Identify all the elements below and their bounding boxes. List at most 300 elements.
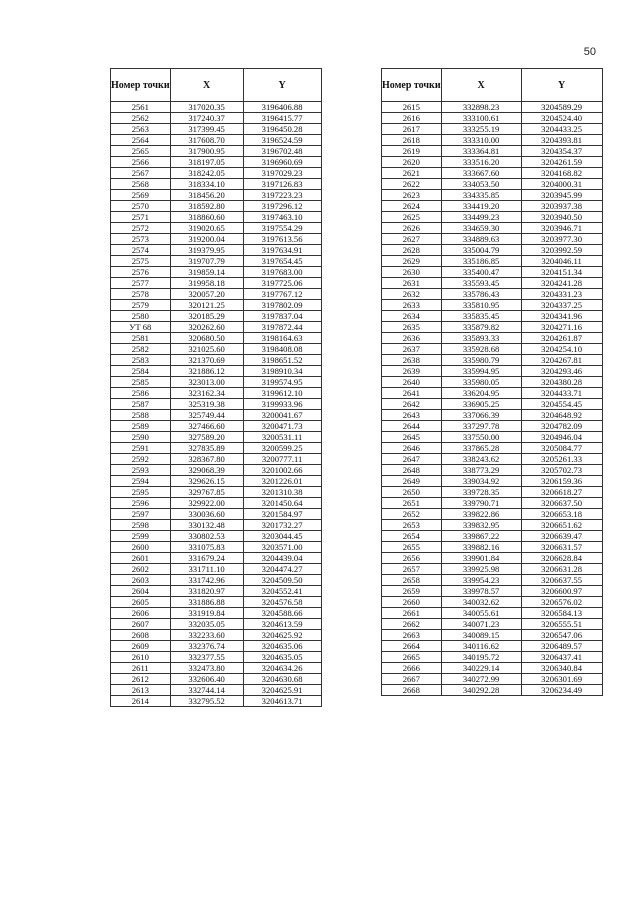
table-row	[111, 553, 322, 564]
table-row	[382, 652, 603, 663]
table-row	[382, 322, 603, 333]
cell-y: 3201450.64	[243, 498, 321, 509]
table-row	[382, 190, 603, 201]
cell-x: 340292.28	[441, 685, 521, 696]
cell-y: 3197296.12	[243, 201, 321, 212]
cell-x: 317900.95	[170, 146, 243, 157]
cell-x: 340071.23	[441, 619, 521, 630]
table-row	[111, 113, 322, 124]
cell-x: 331742.96	[170, 575, 243, 586]
cell-x: 335835.45	[441, 311, 521, 322]
table-row	[382, 124, 603, 135]
cell-point-number: 2619	[382, 146, 442, 157]
cell-y: 3204261.87	[521, 333, 602, 344]
cell-y: 3204331.23	[521, 289, 602, 300]
cell-point-number: 2604	[111, 586, 171, 597]
cell-point-number: 2661	[382, 608, 442, 619]
cell-y: 3206600.97	[521, 586, 602, 597]
cell-y: 3206584.13	[521, 608, 602, 619]
cell-point-number: 2635	[382, 322, 442, 333]
cell-y: 3203992.59	[521, 245, 602, 256]
table-row	[382, 278, 603, 289]
cell-x: 332744.14	[170, 685, 243, 696]
cell-point-number: 2615	[382, 102, 442, 113]
cell-x: 318592.80	[170, 201, 243, 212]
cell-point-number: 2597	[111, 509, 171, 520]
cell-y: 3204261.59	[521, 157, 602, 168]
cell-y: 3204524.40	[521, 113, 602, 124]
cell-point-number: 2565	[111, 146, 171, 157]
cell-y: 3198910.34	[243, 366, 321, 377]
cell-point-number: 2606	[111, 608, 171, 619]
cell-y: 3197802.09	[243, 300, 321, 311]
table-row	[382, 476, 603, 487]
cell-point-number: 2612	[111, 674, 171, 685]
table-row	[382, 267, 603, 278]
cell-point-number: 2616	[382, 113, 442, 124]
cell-x: 331075.83	[170, 542, 243, 553]
table-row	[111, 630, 322, 641]
cell-x: 333100.61	[441, 113, 521, 124]
cell-x: 323013.00	[170, 377, 243, 388]
table-row	[382, 113, 603, 124]
cell-x: 335980.79	[441, 355, 521, 366]
cell-y: 3204293.46	[521, 366, 602, 377]
cell-x: 332376.74	[170, 641, 243, 652]
header-y: Y	[521, 69, 602, 102]
cell-x: 339034.92	[441, 476, 521, 487]
cell-point-number: УТ 68	[111, 322, 171, 333]
table-row	[111, 454, 322, 465]
cell-point-number: 2582	[111, 344, 171, 355]
table-row	[382, 619, 603, 630]
cell-x: 335928.68	[441, 344, 521, 355]
table-row	[111, 223, 322, 234]
table-row	[111, 212, 322, 223]
cell-x: 339867.22	[441, 531, 521, 542]
table-row	[111, 476, 322, 487]
cell-y: 3204474.27	[243, 564, 321, 575]
cell-point-number: 2598	[111, 520, 171, 531]
cell-point-number: 2610	[111, 652, 171, 663]
cell-y: 3204393.81	[521, 135, 602, 146]
cell-x: 335786.43	[441, 289, 521, 300]
cell-point-number: 2581	[111, 333, 171, 344]
table-row	[382, 234, 603, 245]
cell-point-number: 2592	[111, 454, 171, 465]
table-row	[382, 388, 603, 399]
cell-x: 334499.23	[441, 212, 521, 223]
cell-x: 337865.28	[441, 443, 521, 454]
cell-y: 3197029.23	[243, 168, 321, 179]
cell-y: 3197223.23	[243, 190, 321, 201]
cell-x: 334419.20	[441, 201, 521, 212]
cell-x: 329626.15	[170, 476, 243, 487]
cell-point-number: 2655	[382, 542, 442, 553]
table-row	[382, 333, 603, 344]
cell-point-number: 2641	[382, 388, 442, 399]
cell-y: 3204613.59	[243, 619, 321, 630]
table-row	[111, 498, 322, 509]
cell-point-number: 2573	[111, 234, 171, 245]
table-row	[382, 135, 603, 146]
cell-x: 331820.97	[170, 586, 243, 597]
cell-point-number: 2613	[111, 685, 171, 696]
table-row	[111, 487, 322, 498]
cell-y: 3196524.59	[243, 135, 321, 146]
cell-point-number: 2630	[382, 267, 442, 278]
cell-x: 330132.48	[170, 520, 243, 531]
cell-y: 3203571.00	[243, 542, 321, 553]
table-row	[382, 586, 603, 597]
table-row	[382, 311, 603, 322]
coordinates-table-left	[110, 68, 322, 707]
cell-x: 320185.29	[170, 311, 243, 322]
cell-y: 3201310.38	[243, 487, 321, 498]
cell-x: 332377.55	[170, 652, 243, 663]
table-row	[382, 575, 603, 586]
cell-y: 3206234.49	[521, 685, 602, 696]
cell-y: 3196702.48	[243, 146, 321, 157]
cell-x: 339882.16	[441, 542, 521, 553]
cell-y: 3200777.11	[243, 454, 321, 465]
table-row	[111, 399, 322, 410]
cell-point-number: 2665	[382, 652, 442, 663]
cell-y: 3204635.06	[243, 641, 321, 652]
table-row	[111, 300, 322, 311]
cell-point-number: 2580	[111, 311, 171, 322]
cell-point-number: 2609	[111, 641, 171, 652]
table-row	[382, 498, 603, 509]
table-row	[111, 509, 322, 520]
cell-y: 3204625.91	[243, 685, 321, 696]
cell-x: 335004.79	[441, 245, 521, 256]
cell-x: 333516.20	[441, 157, 521, 168]
table-row	[111, 520, 322, 531]
cell-point-number: 2562	[111, 113, 171, 124]
cell-x: 338243.62	[441, 454, 521, 465]
cell-y: 3204576.58	[243, 597, 321, 608]
cell-x: 335994.95	[441, 366, 521, 377]
cell-y: 3206618.27	[521, 487, 602, 498]
table-row	[382, 465, 603, 476]
cell-x: 335879.82	[441, 322, 521, 333]
cell-y: 3206651.62	[521, 520, 602, 531]
cell-x: 329922.00	[170, 498, 243, 509]
table-row	[382, 674, 603, 685]
cell-point-number: 2620	[382, 157, 442, 168]
cell-x: 331679.24	[170, 553, 243, 564]
cell-y: 3206437.41	[521, 652, 602, 663]
table-row	[111, 377, 322, 388]
cell-y: 3204782.09	[521, 421, 602, 432]
table-row	[382, 597, 603, 608]
cell-y: 3197872.44	[243, 322, 321, 333]
cell-x: 339901.84	[441, 553, 521, 564]
cell-x: 320057.20	[170, 289, 243, 300]
cell-x: 334659.30	[441, 223, 521, 234]
cell-point-number: 2632	[382, 289, 442, 300]
cell-x: 335980.05	[441, 377, 521, 388]
table-row	[111, 234, 322, 245]
cell-x: 340272.99	[441, 674, 521, 685]
cell-x: 333667.60	[441, 168, 521, 179]
cell-x: 331711.10	[170, 564, 243, 575]
cell-y: 3206653.18	[521, 509, 602, 520]
cell-x: 319859.14	[170, 267, 243, 278]
cell-x: 340089.15	[441, 630, 521, 641]
cell-point-number: 2626	[382, 223, 442, 234]
cell-y: 3200531.11	[243, 432, 321, 443]
cell-y: 3197126.83	[243, 179, 321, 190]
cell-point-number: 2660	[382, 597, 442, 608]
table-row	[382, 487, 603, 498]
page-number: 50	[583, 46, 596, 58]
table-row	[111, 542, 322, 553]
cell-y: 3198408.08	[243, 344, 321, 355]
cell-y: 3204554.45	[521, 399, 602, 410]
cell-point-number: 2659	[382, 586, 442, 597]
table-row	[111, 278, 322, 289]
cell-x: 327589.20	[170, 432, 243, 443]
table-row	[111, 696, 322, 707]
table-row	[111, 190, 322, 201]
table-row	[382, 685, 603, 696]
cell-y: 3204433.25	[521, 124, 602, 135]
cell-y: 3206555.51	[521, 619, 602, 630]
table-row	[382, 564, 603, 575]
cell-x: 333364.81	[441, 146, 521, 157]
table-row	[111, 432, 322, 443]
cell-point-number: 2638	[382, 355, 442, 366]
cell-point-number: 2567	[111, 168, 171, 179]
cell-y: 3206628.84	[521, 553, 602, 564]
cell-point-number: 2611	[111, 663, 171, 674]
cell-x: 334889.63	[441, 234, 521, 245]
cell-y: 3204552.41	[243, 586, 321, 597]
cell-y: 3200599.25	[243, 443, 321, 454]
cell-x: 319020.65	[170, 223, 243, 234]
cell-y: 3206489.57	[521, 641, 602, 652]
cell-point-number: 2656	[382, 553, 442, 564]
cell-point-number: 2622	[382, 179, 442, 190]
table-row	[111, 619, 322, 630]
table-row	[111, 135, 322, 146]
cell-x: 335593.45	[441, 278, 521, 289]
cell-x: 325319.38	[170, 399, 243, 410]
table-row	[382, 300, 603, 311]
cell-point-number: 2564	[111, 135, 171, 146]
table-row	[382, 289, 603, 300]
cell-y: 3196415.77	[243, 113, 321, 124]
cell-y: 3206547.06	[521, 630, 602, 641]
cell-x: 319200.04	[170, 234, 243, 245]
cell-x: 335400.47	[441, 267, 521, 278]
cell-point-number: 2566	[111, 157, 171, 168]
table-row	[382, 256, 603, 267]
cell-x: 330036.60	[170, 509, 243, 520]
cell-y: 3204046.11	[521, 256, 602, 267]
cell-y: 3206631.28	[521, 564, 602, 575]
table-row	[111, 443, 322, 454]
cell-x: 331886.88	[170, 597, 243, 608]
cell-x: 323162.34	[170, 388, 243, 399]
cell-point-number: 2607	[111, 619, 171, 630]
table-row	[111, 685, 322, 696]
cell-x: 333255.19	[441, 124, 521, 135]
cell-x: 317020.35	[170, 102, 243, 113]
cell-x: 332233.60	[170, 630, 243, 641]
cell-x: 332035.05	[170, 619, 243, 630]
table-body-right	[382, 102, 603, 696]
cell-point-number: 2608	[111, 630, 171, 641]
cell-y: 3204635.05	[243, 652, 321, 663]
cell-point-number: 2576	[111, 267, 171, 278]
header-point-number: Номер точки	[111, 69, 171, 102]
cell-y: 3206301.69	[521, 674, 602, 685]
cell-x: 334335.85	[441, 190, 521, 201]
cell-x: 321370.69	[170, 355, 243, 366]
table-row	[111, 168, 322, 179]
cell-y: 3204341.96	[521, 311, 602, 322]
cell-y: 3204168.82	[521, 168, 602, 179]
cell-point-number: 2639	[382, 366, 442, 377]
cell-point-number: 2663	[382, 630, 442, 641]
cell-y: 3206340.84	[521, 663, 602, 674]
cell-x: 317240.37	[170, 113, 243, 124]
cell-point-number: 2648	[382, 465, 442, 476]
cell-point-number: 2624	[382, 201, 442, 212]
table-row	[382, 443, 603, 454]
cell-point-number: 2589	[111, 421, 171, 432]
cell-point-number: 2642	[382, 399, 442, 410]
cell-y: 3206639.47	[521, 531, 602, 542]
table-row	[382, 542, 603, 553]
cell-y: 3198651.52	[243, 355, 321, 366]
cell-y: 3196406.88	[243, 102, 321, 113]
cell-y: 3199933.96	[243, 399, 321, 410]
cell-x: 329767.85	[170, 487, 243, 498]
cell-point-number: 2563	[111, 124, 171, 135]
table-row	[382, 553, 603, 564]
table-row	[382, 641, 603, 652]
cell-x: 335186.85	[441, 256, 521, 267]
table-row	[382, 531, 603, 542]
table-row	[111, 652, 322, 663]
table-row	[382, 168, 603, 179]
cell-point-number: 2575	[111, 256, 171, 267]
cell-point-number: 2658	[382, 575, 442, 586]
table-row	[382, 608, 603, 619]
cell-y: 3203044.45	[243, 531, 321, 542]
cell-y: 3204433.71	[521, 388, 602, 399]
cell-y: 3206576.02	[521, 597, 602, 608]
cell-point-number: 2588	[111, 410, 171, 421]
cell-y: 3203946.71	[521, 223, 602, 234]
table-row	[111, 663, 322, 674]
table-body-left	[111, 102, 322, 707]
cell-x: 321886.12	[170, 366, 243, 377]
table-row	[111, 311, 322, 322]
cell-y: 3197767.12	[243, 289, 321, 300]
cell-point-number: 2645	[382, 432, 442, 443]
cell-y: 3204589.29	[521, 102, 602, 113]
table-row	[382, 201, 603, 212]
table-row	[382, 212, 603, 223]
cell-y: 3196960.69	[243, 157, 321, 168]
table-row	[111, 641, 322, 652]
cell-point-number: 2640	[382, 377, 442, 388]
cell-y: 3205084.77	[521, 443, 602, 454]
table-row	[111, 586, 322, 597]
table-row	[382, 223, 603, 234]
cell-x: 319707.79	[170, 256, 243, 267]
cell-y: 3204648.92	[521, 410, 602, 421]
cell-y: 3197613.56	[243, 234, 321, 245]
table-row	[382, 179, 603, 190]
cell-x: 317399.45	[170, 124, 243, 135]
cell-x: 318334.10	[170, 179, 243, 190]
cell-y: 3206637.50	[521, 498, 602, 509]
cell-x: 321025.60	[170, 344, 243, 355]
cell-x: 333310.00	[441, 135, 521, 146]
table-row	[382, 146, 603, 157]
cell-y: 3197634.91	[243, 245, 321, 256]
table-row	[382, 399, 603, 410]
cell-x: 320680.50	[170, 333, 243, 344]
cell-y: 3196450.28	[243, 124, 321, 135]
cell-x: 340116.62	[441, 641, 521, 652]
cell-point-number: 2568	[111, 179, 171, 190]
cell-point-number: 2605	[111, 597, 171, 608]
cell-point-number: 2596	[111, 498, 171, 509]
cell-y: 3201002.66	[243, 465, 321, 476]
table-row	[111, 201, 322, 212]
cell-point-number: 2625	[382, 212, 442, 223]
cell-y: 3197654.45	[243, 256, 321, 267]
cell-point-number: 2650	[382, 487, 442, 498]
cell-x: 318456.20	[170, 190, 243, 201]
cell-x: 339728.35	[441, 487, 521, 498]
table-row	[111, 157, 322, 168]
cell-x: 336905.25	[441, 399, 521, 410]
table-row	[382, 366, 603, 377]
cell-point-number: 2657	[382, 564, 442, 575]
cell-x: 329068.39	[170, 465, 243, 476]
cell-x: 334053.50	[441, 179, 521, 190]
cell-point-number: 2586	[111, 388, 171, 399]
cell-x: 340032.62	[441, 597, 521, 608]
cell-x: 318242.05	[170, 168, 243, 179]
table-row	[111, 344, 322, 355]
table-row	[111, 355, 322, 366]
cell-y: 3204267.81	[521, 355, 602, 366]
cell-y: 3205261.33	[521, 454, 602, 465]
cell-y: 3201584.97	[243, 509, 321, 520]
table-row	[382, 377, 603, 388]
table-row	[111, 322, 322, 333]
cell-point-number: 2636	[382, 333, 442, 344]
cell-x: 320262.60	[170, 322, 243, 333]
cell-point-number: 2587	[111, 399, 171, 410]
table-row	[382, 410, 603, 421]
cell-point-number: 2629	[382, 256, 442, 267]
cell-x: 319958.18	[170, 278, 243, 289]
cell-y: 3198164.63	[243, 333, 321, 344]
cell-point-number: 2649	[382, 476, 442, 487]
cell-x: 335810.95	[441, 300, 521, 311]
cell-y: 3204241.28	[521, 278, 602, 289]
